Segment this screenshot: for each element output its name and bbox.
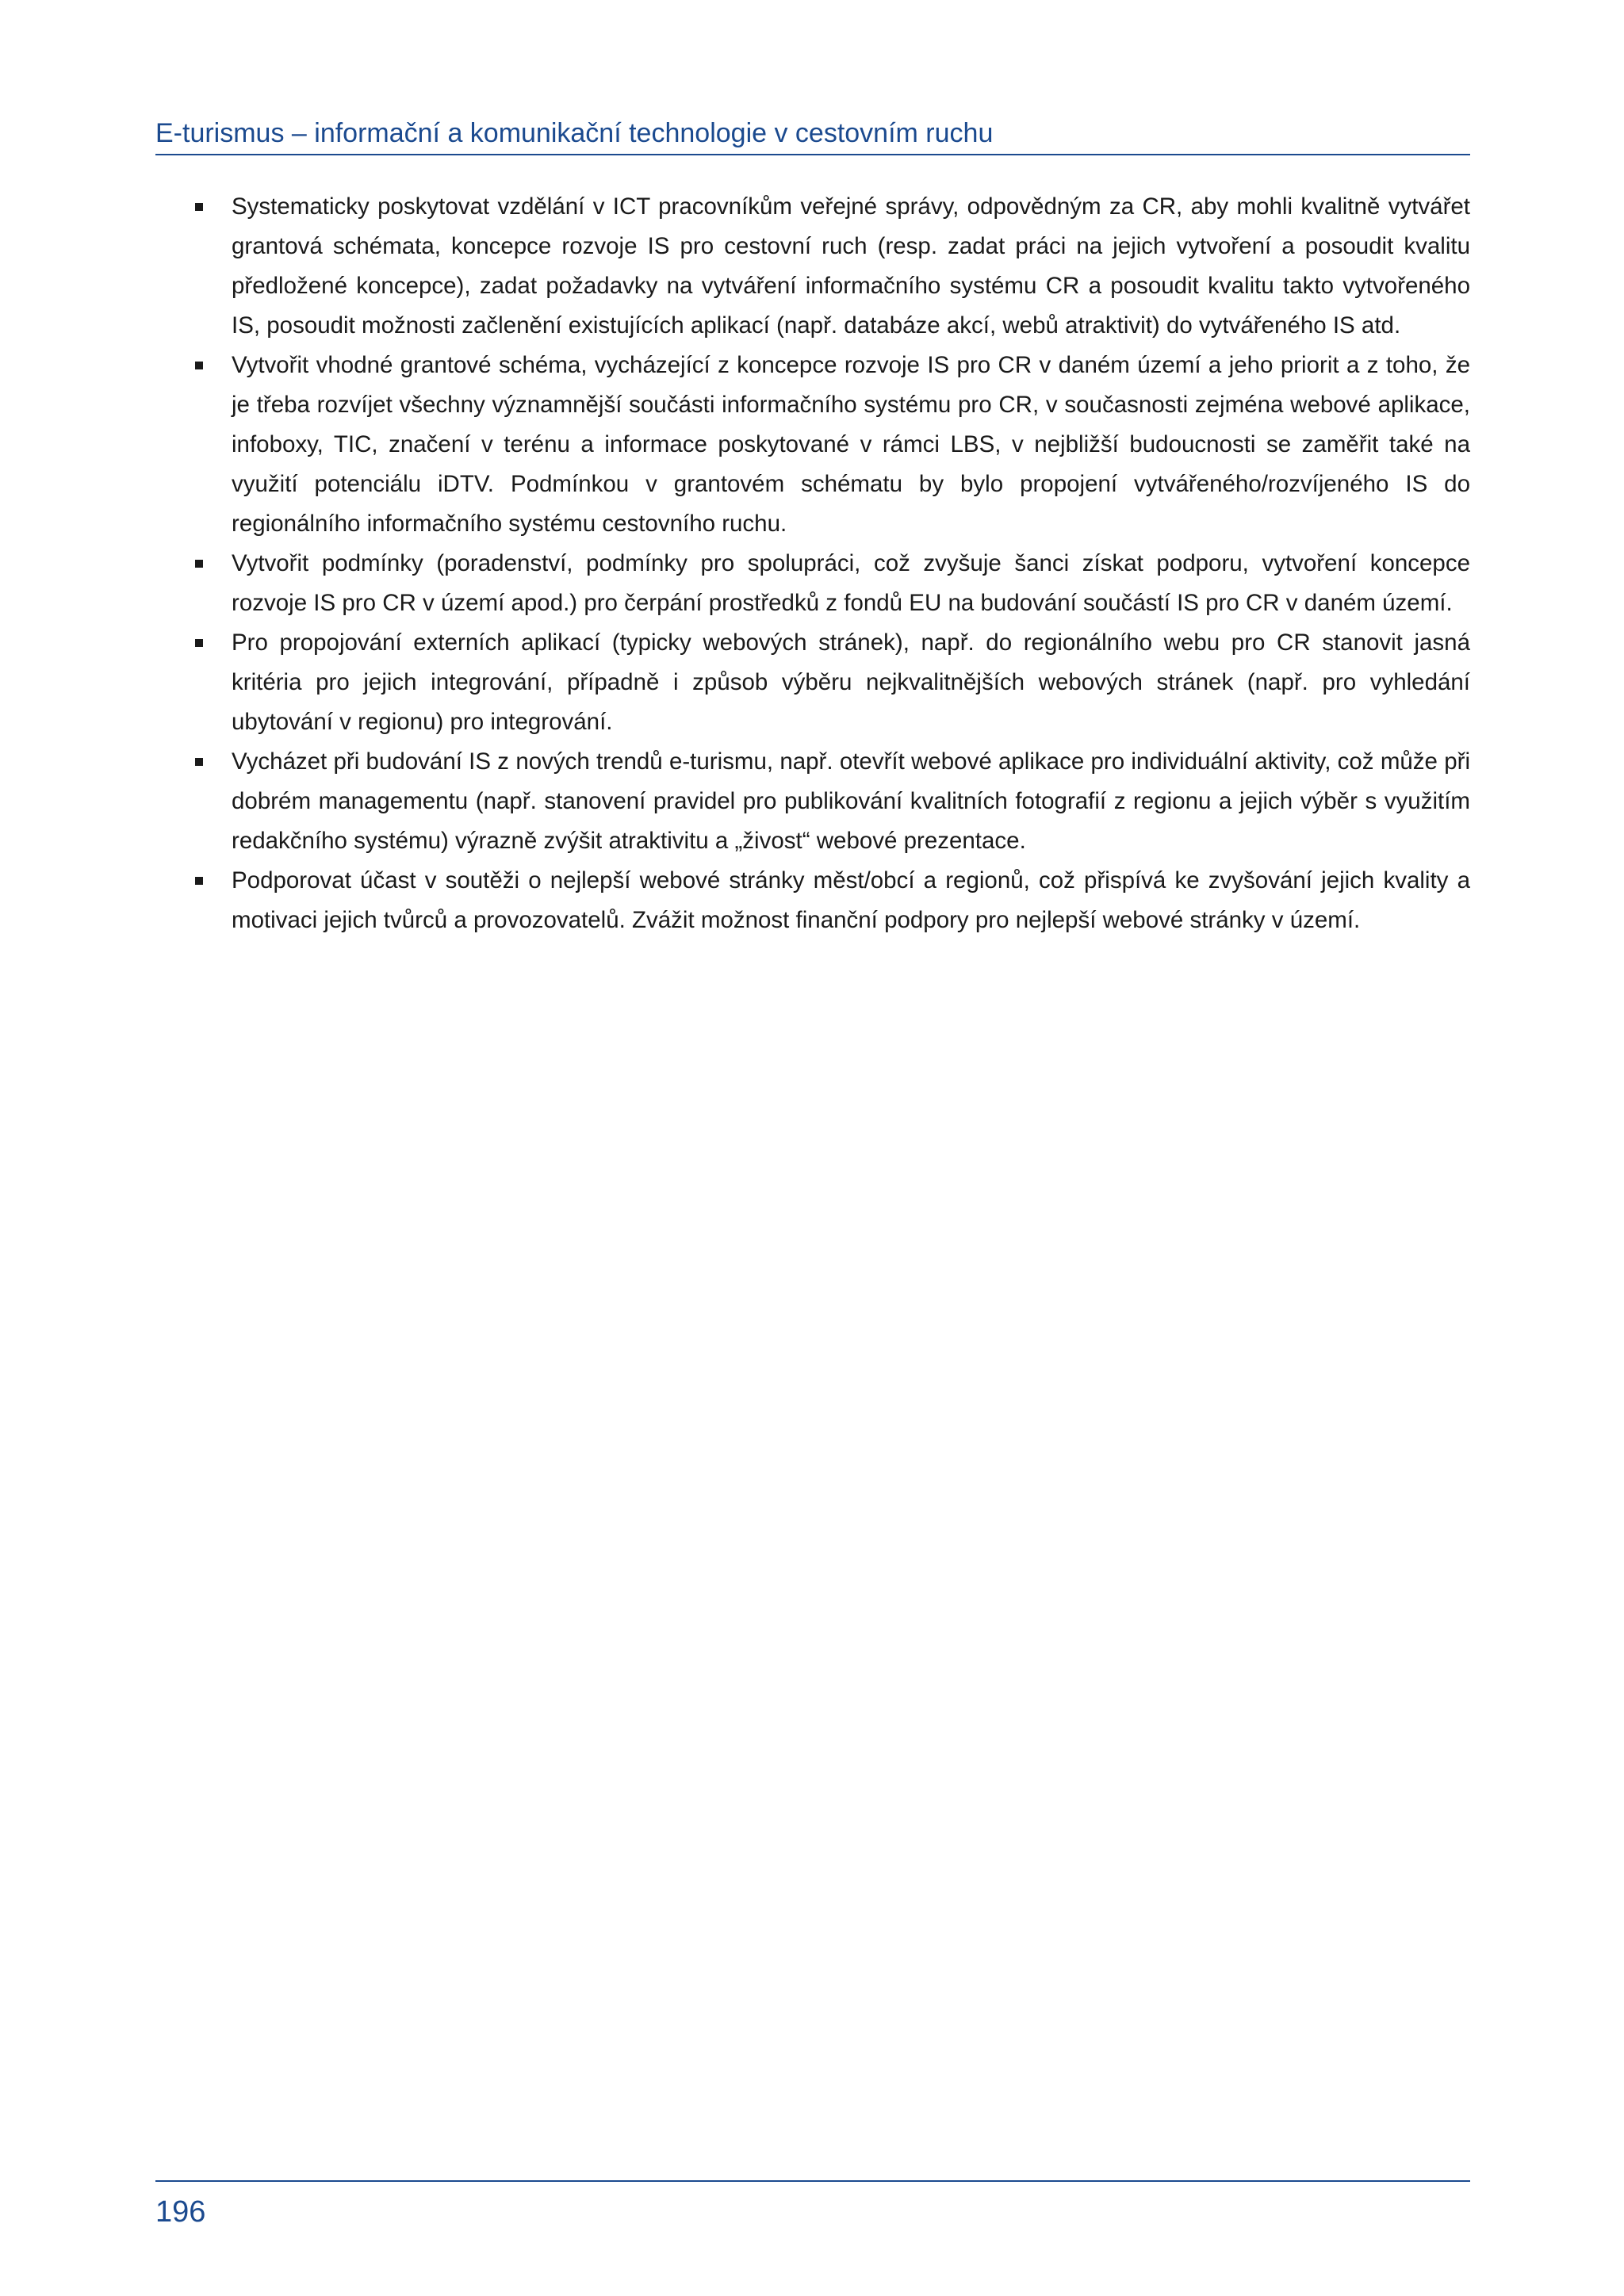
list-item-text: Pro propojování externích aplikací (typicky webových stránek), např. do regionálního webu pro CR stanovit jasná kritéria pro jejich integrování, případně i způsob výběru nejkvalitnějších webových stránek (např. pro vyhledání ubytování v regionu) pro integrování. [232, 629, 1470, 735]
square-bullet-icon [195, 758, 203, 766]
square-bullet-icon [195, 877, 203, 885]
bullet-list [155, 187, 1470, 940]
list-item-text: Vytvořit podmínky (poradenství, podmínky pro spolupráci, což zvyšuje šanci získat podporu, vytvoření koncepce rozvoje IS pro CR v území apod.) pro čerpání prostředků z fondů EU na budování součástí IS pro CR v daném území. [232, 550, 1470, 616]
list-item [155, 861, 1470, 940]
footer-rule [155, 2180, 1470, 2182]
running-header: E-turismus – informační a komunikační technologie v cestovním ruchu [155, 118, 994, 148]
list-item [155, 742, 1470, 861]
list-item [155, 346, 1470, 544]
square-bullet-icon [195, 203, 203, 211]
list-item-text: Vycházet při budování IS z nových trendů e-turismu, např. otevřít webové aplikace pro individuální aktivity, což může při dobrém managementu (např. stanovení pravidel pro publikování kvalitních fotografií z regionu a jejich výběr s využitím redakčního systému) výrazně zvýšit atraktivitu a „živost“ webové prezentace. [232, 748, 1470, 854]
square-bullet-icon [195, 639, 203, 647]
list-item [155, 544, 1470, 623]
list-item-text: Systematicky poskytovat vzdělání v ICT pracovníkům veřejné správy, odpovědným za CR, aby mohli kvalitně vytvářet grantová schémata, koncepce rozvoje IS pro cestovní ruch (resp. zadat práci na jejich vytvoření a posoudit kvalitu předložené koncepce), zadat požadavky na vytváření informačního systému CR a posoudit kvalitu takto vytvořeného IS, posoudit možnosti začlenění existujících aplikací (např. databáze akcí, webů atraktivit) do vytvářeného IS atd. [232, 193, 1470, 339]
list-item-text: Podporovat účast v soutěži o nejlepší webové stránky měst/obcí a regionů, což přispívá ke zvyšování jejich kvality a motivaci jejich tvůrců a provozovatelů. Zvážit možnost finanční podpory pro nejlepší webové stránky v území. [232, 867, 1470, 933]
list-item-text: Vytvořit vhodné grantové schéma, vycházející z koncepce rozvoje IS pro CR v daném území a jeho priorit a z toho, že je třeba rozvíjet všechny významnější součásti informačního systému pro CR, v současnosti zejména webové aplikace, infoboxy, TIC, značení v terénu a informace poskytované v rámci LBS, v nejbližší budoucnosti se zaměřit také na využití potenciálu iDTV. Podmínkou v grantovém schématu by bylo propojení vytvářeného/rozvíjeného IS do regionálního informačního systému cestovního ruchu. [232, 352, 1470, 537]
header-rule [155, 154, 1470, 155]
page-number: 196 [155, 2195, 206, 2229]
square-bullet-icon [195, 362, 203, 369]
square-bullet-icon [195, 560, 203, 568]
list-item [155, 623, 1470, 742]
list-item [155, 187, 1470, 346]
